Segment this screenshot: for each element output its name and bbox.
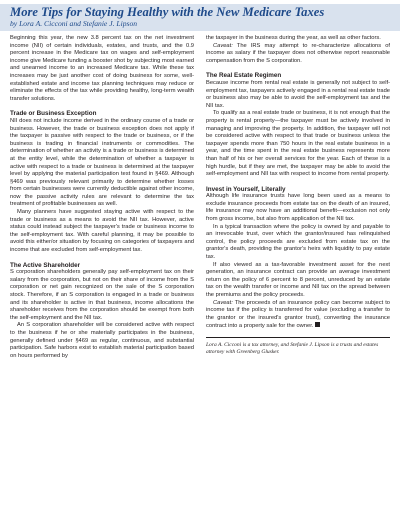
article-header — [0, 4, 400, 31]
trade-paragraph-2: Many planners have suggested staying active with respect to the trade or business as a means to avoid the NII tax. However, active status could instead subject the taxpayer's trade or business income to the self-employment tax. With careful planning, it may be possible to avoid this either/or situation by focusing on categories of taxpayers and income that are excluded from self-employment tax. — [10, 209, 194, 254]
caveat-paragraph-2 — [206, 300, 390, 331]
bio-divider — [206, 337, 390, 338]
real-estate-paragraph-1: Because income from rental real estate is generally not subject to self-employment tax, taxpayers actively engaged in a rental real estate trade or business also may be able to avoid the self-employment tax and the NII tax. — [206, 79, 390, 109]
caveat-label: Caveat: — [213, 42, 233, 49]
article-title: More Tips for Staying Healthy with the New Medicare Taxes — [10, 5, 325, 19]
section-heading-real-estate: The Real Estate Regimen — [206, 72, 282, 80]
continuation-paragraph: the taxpayer in the business during the year, as well as other factors. — [206, 35, 381, 41]
section-heading-trade: Trade or Business Exception — [10, 110, 97, 118]
caveat-text: The proceeds of an insurance policy can become subject to income tax if the policy is transferred for value (excluding a transfer to the grantor or the insured's grantor trust), converting the insurance contract into a property sale for the owner. — [206, 299, 390, 330]
article-byline: by Lora A. Cicconi and Stefanie J. Lipson — [10, 19, 138, 28]
invest-paragraph-3: If also viewed as a tax-favorable investment asset for the next generation, an insurance contract can provide an average investment return on the policy of 6 percent to 8 percent, unreduced by an estate tax on the wealth transfer or income and NII tax on the spread between the premiums and the policy proceeds. — [206, 261, 390, 298]
real-estate-paragraph-2: To qualify as a real estate trade or business, it is not enough that the property is rental property—the taxpayer must be actively involved in managing and improving the property. In addition, the taxpayer will not be considered active with respect to that trade or business unless the taxpayer spends more than 750 hours in the real estate business in a year, and the time spent in the real estate business represents more than half of his or her overall services for the year. Each of these is a high hurdle, but if they are met, the taxpayer may be able to avoid the self-employment and NII tax with respect to income from rental property. — [206, 110, 390, 178]
active-paragraph-2: An S corporation shareholder will be considered active with respect to the business if he or she materially participates in the business, generally defined under §469 as regular, continuous, and substantial participation. Safe harbors exist to establish material participation based on hours performed by — [10, 322, 194, 359]
section-heading-invest: Invest in Yourself, Literally — [206, 185, 286, 193]
author-bio: Lora A. Cicconi is a tax attorney, and Stefanie J. Lipson is a trusts and estates attorney with Greenberg Glusker. — [206, 341, 379, 356]
end-of-article-mark — [315, 322, 320, 327]
caveat-paragraph-1 — [206, 43, 390, 66]
intro-paragraph: Beginning this year, the new 3.8 percent tax on the net investment income (NII) of certain individuals, estates, and trusts, and the 0.9 percent increase in the Medicare tax on wages and self-employment income give Medicare funding a booster shot by subjecting most earned and unearned income to an increased Medicare tax. While these tax increases may be just another cost of doing business for some, well-established estate and income tax planning techniques may reduce or eliminate the effects of the tax while providing healthy, long-term wealth transfer solutions. — [10, 35, 194, 102]
caveat-text: The IRS may attempt to re-characterize allocations of income as salary if the taxpayer does not otherwise report reasonable compensation from the S corporation. — [206, 42, 390, 64]
left-column — [10, 35, 194, 360]
caveat-label: Caveat: — [213, 299, 233, 306]
active-paragraph-1: S corporation shareholders generally pay self-employment tax on their salary from the corporation, but not on their share of income from the S corporation or net gain recognized on the sale of the S corporation stock. Therefore, if an S corporation is engaged in a trade or business and its shareholder is active in that business, income allocations the shareholder receives from the corporation should be exempt from both the self-employment and the NII tax. — [10, 269, 194, 321]
right-column — [206, 35, 390, 360]
trade-paragraph-1: NII does not include income derived in the ordinary course of a trade or business. However, the trade or business exception does not apply if the taxpayer is passive with respect to the trade or business, or if the business is trading in financial instruments or commodities. The determination of whether an activity is a trade or business is determined at the entity level, while the determination of whether a taxpayer is active with respect to a trade or business is determined at the taxpayer level by applying the material participation test found in §469. Although §469 was previously relevant primarily to determine whether losses from certain businesses were currently deductible against other income, now the passive activity rules are relevant to determine the tax treatment of profitable businesses as well. — [10, 117, 194, 208]
invest-paragraph-2: In a typical transaction where the policy is owned by and payable to an irrevocable trust, over which the grantor/insured has relinquished control, the policy proceeds are excluded from estate tax on the grantor's death, providing the grantor's heirs with liquidity to pay estate tax. — [206, 223, 390, 261]
section-heading-active: The Active Shareholder — [10, 261, 81, 269]
invest-paragraph-1: Although life insurance trusts have long been used as a means to exclude insurance proceeds from estate tax on the death of an insured, life insurance may now have an additional benefit—exclusion not only from gross income, but also from application of the NII tax. — [206, 193, 390, 223]
article-columns — [10, 35, 390, 360]
